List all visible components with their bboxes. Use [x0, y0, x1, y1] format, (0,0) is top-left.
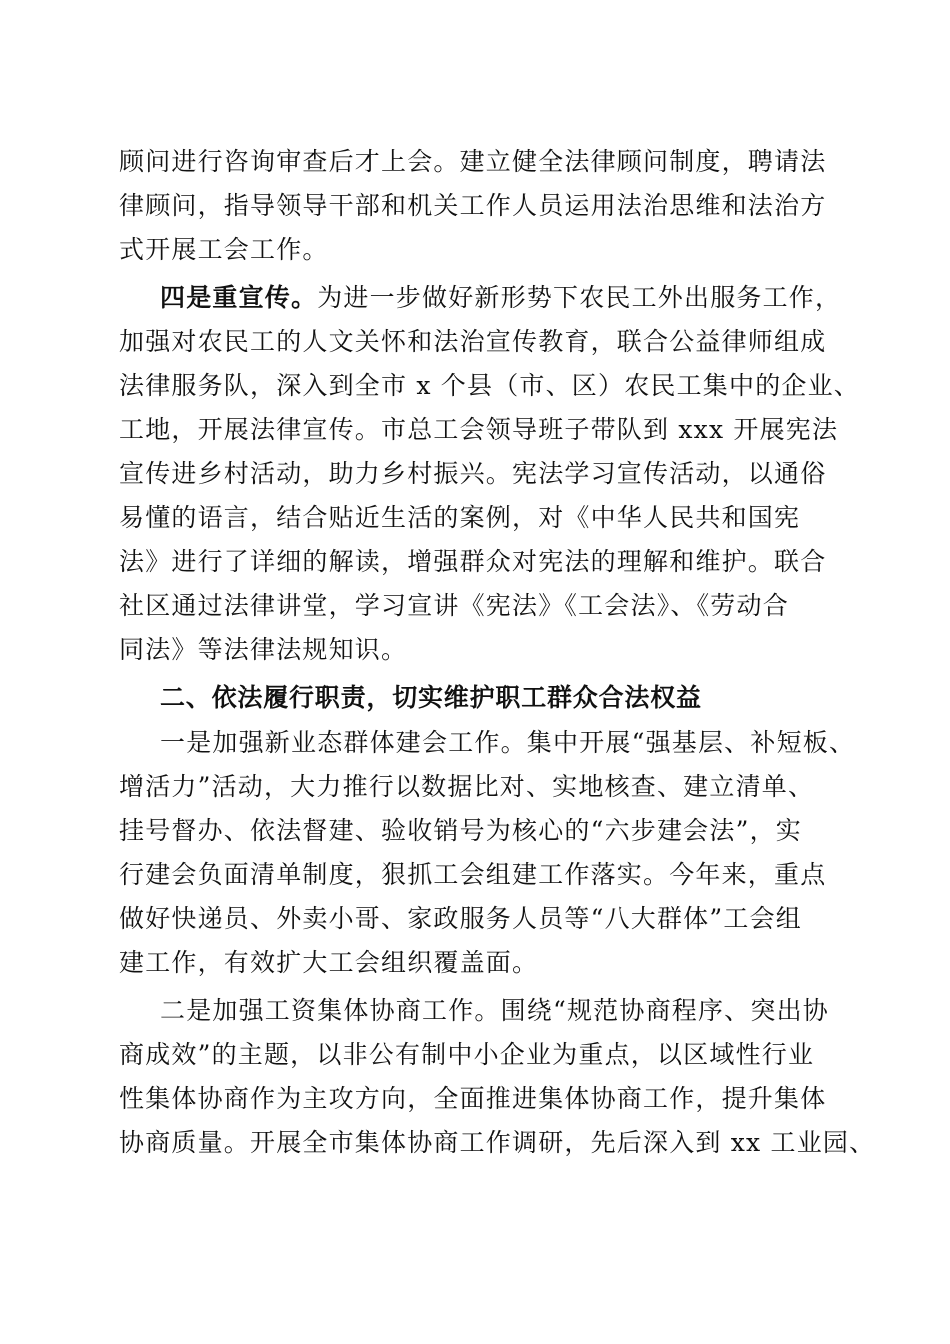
paragraph-3-line-4: 行建会负面清单制度，狠抓工会组建工作落实。今年来，重点 — [119, 860, 827, 889]
paragraph-2-line-1 — [160, 276, 840, 320]
paragraph-2-line-1-rest: 为进一步做好新形势下农民工外出服务工作， — [317, 283, 842, 312]
paragraph-2-line-2: 加强对农民工的人文关怀和法治宣传教育，联合公益律师组成 — [119, 327, 827, 356]
paragraph-1-line-2: 律顾问，指导领导干部和机关工作人员运用法治思维和法治方 — [119, 191, 827, 220]
paragraph-4-line-4: 协商质量。开展全市集体协商工作调研，先后深入到 xx 工业园、 — [119, 1128, 876, 1157]
paragraph-2-line-6: 易懂的语言，结合贴近生活的案例，对《中华人民共和国宪 — [119, 503, 801, 532]
paragraph-2-line-9: 同法》等法律法规知识。 — [119, 635, 408, 664]
paragraph-2-line-8: 社区通过法律讲堂，学习宣讲《宪法》《工会法》、《劳动合 — [119, 591, 789, 620]
paragraph-3-line-5: 做好快递员、外卖小哥、家政服务人员等“八大群体”工会组 — [119, 904, 802, 933]
paragraph-4-line-2: 商成效”的主题，以非公有制中小企业为重点，以区域性行业 — [119, 1040, 815, 1069]
paragraph-2-line-5: 宣传进乡村活动，助力乡村振兴。宪法学习宣传活动，以通俗 — [119, 459, 827, 488]
section-heading: 二、依法履行职责，切实维护职工群众合法权益 — [160, 683, 702, 712]
paragraph-3-line-3: 挂号督办、依法督建、验收销号为核心的“六步建会法”，实 — [119, 816, 802, 845]
paragraph-2-line-4: 工地，开展法律宣传。市总工会领导班子带队到 xxx 开展宪法 — [119, 415, 839, 444]
paragraph-4-line-3: 性集体协商作为主攻方向，全面推进集体协商工作，提升集体 — [119, 1084, 827, 1113]
paragraph-3-line-1: 一是加强新业态群体建会工作。集中开展“强基层、补短板、 — [160, 728, 856, 757]
paragraph-1-line-3: 式开展工会工作。 — [119, 235, 329, 264]
paragraph-2-line-3: 法律服务队，深入到全市 x 个县（市、区）农民工集中的企业、 — [119, 371, 860, 400]
paragraph-3-line-2: 增活力”活动，大力推行以数据比对、实地核查、建立清单、 — [119, 772, 815, 801]
paragraph-2-lead: 四是重宣传。 — [160, 283, 318, 312]
paragraph-2-line-7: 法》进行了详细的解读，增强群众对宪法的理解和维护。联合 — [119, 547, 827, 576]
paragraph-3-line-6: 建工作，有效扩大工会组织覆盖面。 — [119, 948, 539, 977]
paragraph-4-line-1: 二是加强工资集体协商工作。围绕“规范协商程序、突出协 — [160, 996, 829, 1025]
paragraph-1-line-1: 顾问进行咨询审查后才上会。建立健全法律顾问制度，聘请法 — [119, 147, 827, 176]
